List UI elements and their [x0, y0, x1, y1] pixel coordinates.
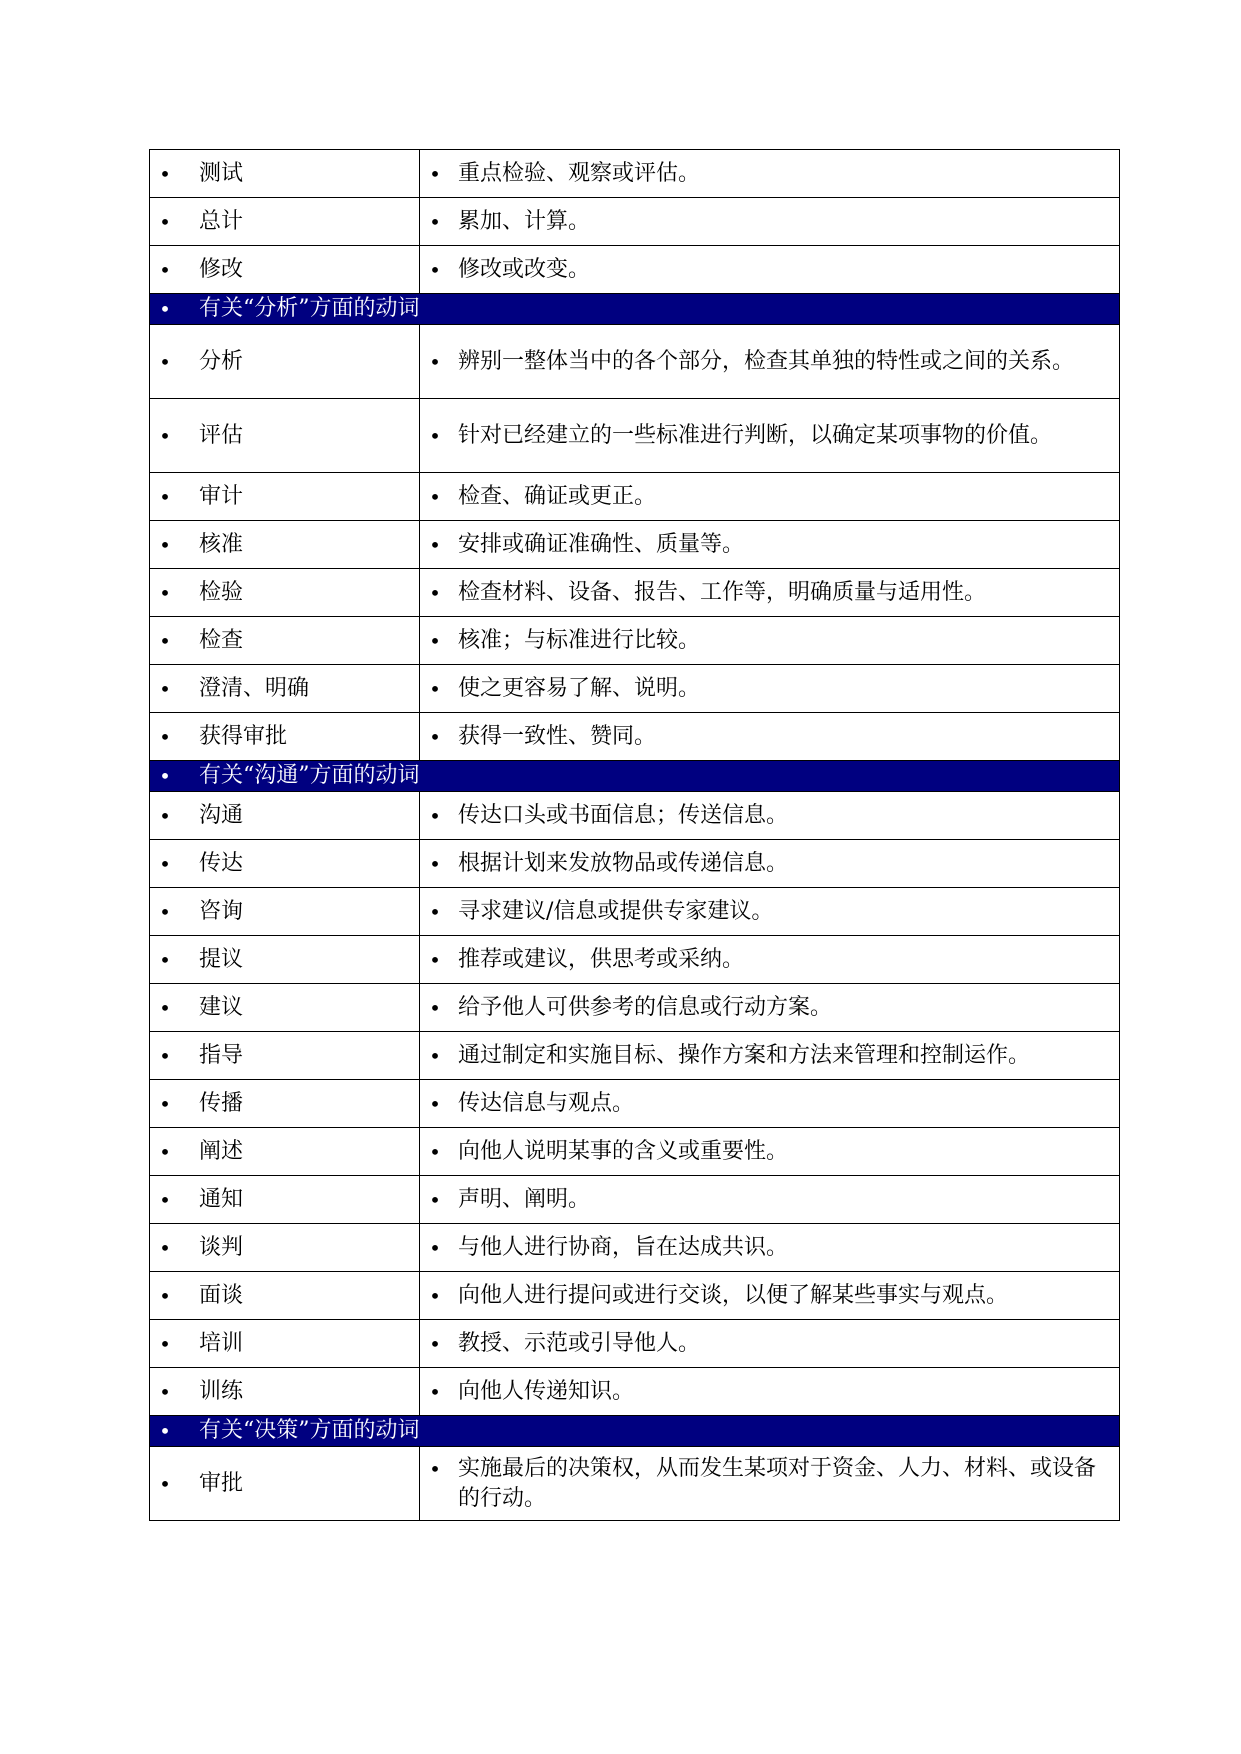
table-row	[150, 713, 1120, 761]
verb-definition: 使之更容易了解、说明。	[458, 675, 701, 701]
verb-term: 训练	[199, 1378, 244, 1404]
term-cell	[150, 198, 420, 246]
definition-cell	[420, 1447, 1120, 1521]
bullet-icon: •	[159, 1187, 171, 1212]
section-header-row	[150, 294, 1120, 325]
bullet-icon: •	[429, 532, 441, 557]
table-row	[150, 473, 1120, 521]
verb-term: 检验	[199, 579, 244, 605]
bullet-icon: •	[159, 899, 171, 924]
term-cell	[150, 840, 420, 888]
table-row	[150, 1128, 1120, 1176]
definition-cell	[420, 1176, 1120, 1224]
table-row	[150, 1368, 1120, 1416]
verb-term: 分析	[199, 348, 244, 374]
section-header-row	[150, 1416, 1120, 1447]
table-row	[150, 246, 1120, 294]
verb-definition-table	[149, 149, 1120, 1521]
definition-cell	[420, 617, 1120, 665]
verb-term: 获得审批	[199, 723, 288, 749]
bullet-icon: •	[429, 899, 441, 924]
table-row	[150, 569, 1120, 617]
section-header-cell	[150, 294, 1120, 325]
bullet-icon: •	[429, 947, 441, 972]
bullet-icon: •	[429, 851, 441, 876]
verb-definition: 声明、阐明。	[458, 1186, 591, 1212]
verb-definition: 实施最后的决策权，从而发生某项对于资金、人力、材料、或设备的行动。	[458, 1455, 1097, 1511]
bullet-icon: •	[159, 484, 171, 509]
term-cell	[150, 792, 420, 840]
table-row	[150, 521, 1120, 569]
bullet-icon: •	[159, 423, 171, 448]
section-header-cell	[150, 1416, 1120, 1447]
bullet-icon: •	[159, 803, 171, 828]
term-cell	[150, 1032, 420, 1080]
definition-cell	[420, 399, 1120, 473]
table-row	[150, 1272, 1120, 1320]
definition-cell	[420, 325, 1120, 399]
term-cell	[150, 246, 420, 294]
bullet-icon: •	[429, 1139, 441, 1164]
verb-definition: 向他人说明某事的含义或重要性。	[458, 1138, 789, 1164]
verb-term: 修改	[199, 256, 244, 282]
bullet-icon: •	[159, 209, 171, 234]
definition-cell	[420, 840, 1120, 888]
verb-term: 评估	[199, 422, 244, 448]
verb-term: 核准	[199, 531, 244, 557]
section-header	[150, 762, 1119, 790]
term-cell	[150, 1080, 420, 1128]
table-row	[150, 936, 1120, 984]
bullet-icon: •	[159, 1091, 171, 1116]
definition-cell	[420, 1080, 1120, 1128]
term-cell	[150, 1447, 420, 1521]
term-cell	[150, 325, 420, 399]
section-title: 有关“沟通”方面的动词	[199, 763, 420, 788]
verb-definition: 安排或确证准确性、质量等。	[458, 531, 745, 557]
table-row	[150, 617, 1120, 665]
term-cell	[150, 1176, 420, 1224]
term-cell	[150, 150, 420, 198]
bullet-icon: •	[429, 209, 441, 234]
bullet-icon: •	[159, 349, 171, 374]
bullet-icon: •	[159, 532, 171, 557]
verb-term: 审计	[199, 483, 244, 509]
definition-cell	[420, 569, 1120, 617]
bullet-icon: •	[429, 484, 441, 509]
verb-term: 测试	[199, 160, 244, 186]
verb-term: 传播	[199, 1090, 244, 1116]
section-header	[150, 1417, 1119, 1445]
term-cell	[150, 713, 420, 761]
verb-definition: 给予他人可供参考的信息或行动方案。	[458, 994, 833, 1020]
definition-cell	[420, 1032, 1120, 1080]
definition-cell	[420, 473, 1120, 521]
verb-table-body	[150, 150, 1120, 1521]
verb-term: 澄清、明确	[199, 675, 310, 701]
bullet-icon: •	[429, 628, 441, 653]
definition-cell	[420, 984, 1120, 1032]
bullet-icon: •	[429, 1091, 441, 1116]
verb-definition: 通过制定和实施目标、操作方案和方法来管理和控制运作。	[458, 1042, 1031, 1068]
table-row	[150, 1224, 1120, 1272]
verb-definition: 教授、示范或引导他人。	[458, 1330, 701, 1356]
verb-term: 总计	[199, 208, 244, 234]
verb-definition: 修改或改变。	[458, 256, 591, 282]
verb-definition: 辨别一整体当中的各个部分，检查其单独的特性或之间的关系。	[458, 348, 1075, 374]
verb-term: 面谈	[199, 1282, 244, 1308]
definition-cell	[420, 713, 1120, 761]
verb-term: 沟通	[199, 802, 244, 828]
table-row	[150, 984, 1120, 1032]
bullet-icon: •	[159, 628, 171, 653]
definition-cell	[420, 888, 1120, 936]
definition-cell	[420, 792, 1120, 840]
bullet-icon: •	[159, 1043, 171, 1068]
bullet-icon: •	[429, 257, 441, 282]
verb-definition: 针对已经建立的一些标准进行判断，以确定某项事物的价值。	[458, 422, 1053, 448]
bullet-icon: •	[159, 676, 171, 701]
verb-definition: 获得一致性、赞同。	[458, 723, 657, 749]
verb-definition: 核准；与标准进行比较。	[458, 627, 701, 653]
verb-definition: 检查、确证或更正。	[458, 483, 657, 509]
bullet-icon: •	[429, 803, 441, 828]
term-cell	[150, 473, 420, 521]
table-row	[150, 198, 1120, 246]
definition-cell	[420, 521, 1120, 569]
definition-cell	[420, 936, 1120, 984]
table-row	[150, 325, 1120, 399]
definition-cell	[420, 1368, 1120, 1416]
bullet-icon: •	[429, 1331, 441, 1356]
definition-cell	[420, 246, 1120, 294]
table-row	[150, 1080, 1120, 1128]
definition-cell	[420, 1320, 1120, 1368]
verb-definition: 累加、计算。	[458, 208, 591, 234]
bullet-icon: •	[429, 423, 441, 448]
bullet-icon: •	[159, 1471, 171, 1496]
bullet-icon: •	[429, 1235, 441, 1260]
term-cell	[150, 399, 420, 473]
definition-cell	[420, 198, 1120, 246]
term-cell	[150, 1224, 420, 1272]
verb-term: 指导	[199, 1042, 244, 1068]
bullet-icon: •	[429, 1456, 441, 1481]
verb-definition: 推荐或建议，供思考或采纳。	[458, 946, 745, 972]
table-row	[150, 1032, 1120, 1080]
table-row	[150, 792, 1120, 840]
bullet-icon: •	[429, 1283, 441, 1308]
bullet-icon: •	[429, 349, 441, 374]
bullet-icon: •	[159, 297, 171, 321]
definition-cell	[420, 665, 1120, 713]
definition-cell	[420, 1272, 1120, 1320]
table-row	[150, 150, 1120, 198]
term-cell	[150, 936, 420, 984]
verb-term: 提议	[199, 946, 244, 972]
section-title: 有关“决策”方面的动词	[199, 1418, 420, 1443]
bullet-icon: •	[159, 257, 171, 282]
table-row	[150, 399, 1120, 473]
section-header-row	[150, 761, 1120, 792]
section-header-cell	[150, 761, 1120, 792]
bullet-icon: •	[159, 851, 171, 876]
section-title: 有关“分析”方面的动词	[199, 296, 420, 321]
verb-term: 阐述	[199, 1138, 244, 1164]
bullet-icon: •	[159, 1379, 171, 1404]
bullet-icon: •	[159, 580, 171, 605]
term-cell	[150, 1128, 420, 1176]
bullet-icon: •	[159, 1235, 171, 1260]
bullet-icon: •	[159, 1331, 171, 1356]
table-row	[150, 1176, 1120, 1224]
term-cell	[150, 665, 420, 713]
table-row	[150, 888, 1120, 936]
verb-term: 审批	[199, 1470, 244, 1496]
bullet-icon: •	[159, 764, 171, 788]
term-cell	[150, 617, 420, 665]
bullet-icon: •	[429, 724, 441, 749]
section-header	[150, 295, 1119, 323]
verb-definition: 传达信息与观点。	[458, 1090, 635, 1116]
verb-definition: 向他人传递知识。	[458, 1378, 635, 1404]
verb-definition: 与他人进行协商，旨在达成共识。	[458, 1234, 789, 1260]
verb-term: 谈判	[199, 1234, 244, 1260]
term-cell	[150, 569, 420, 617]
verb-definition: 根据计划来发放物品或传递信息。	[458, 850, 789, 876]
bullet-icon: •	[159, 947, 171, 972]
term-cell	[150, 1320, 420, 1368]
verb-term: 建议	[199, 994, 244, 1020]
verb-definition: 向他人进行提问或进行交谈，以便了解某些事实与观点。	[458, 1282, 1009, 1308]
table-row	[150, 840, 1120, 888]
verb-definition: 检查材料、设备、报告、工作等，明确质量与适用性。	[458, 579, 987, 605]
table-row	[150, 1320, 1120, 1368]
definition-cell	[420, 150, 1120, 198]
bullet-icon: •	[429, 580, 441, 605]
verb-definition: 重点检验、观察或评估。	[458, 160, 701, 186]
definition-cell	[420, 1224, 1120, 1272]
bullet-icon: •	[159, 724, 171, 749]
table-row	[150, 1447, 1120, 1521]
bullet-icon: •	[429, 995, 441, 1020]
verb-definition: 传达口头或书面信息；传送信息。	[458, 802, 789, 828]
verb-term: 检查	[199, 627, 244, 653]
term-cell	[150, 521, 420, 569]
term-cell	[150, 888, 420, 936]
verb-definition: 寻求建议/信息或提供专家建议。	[458, 898, 774, 924]
table-row	[150, 665, 1120, 713]
bullet-icon: •	[429, 1187, 441, 1212]
bullet-icon: •	[159, 161, 171, 186]
bullet-icon: •	[159, 995, 171, 1020]
bullet-icon: •	[429, 676, 441, 701]
verb-term: 培训	[199, 1330, 244, 1356]
bullet-icon: •	[429, 1043, 441, 1068]
term-cell	[150, 1368, 420, 1416]
bullet-icon: •	[159, 1283, 171, 1308]
verb-term: 通知	[199, 1186, 244, 1212]
term-cell	[150, 1272, 420, 1320]
bullet-icon: •	[159, 1139, 171, 1164]
verb-term: 传达	[199, 850, 244, 876]
verb-term: 咨询	[199, 898, 244, 924]
term-cell	[150, 984, 420, 1032]
bullet-icon: •	[159, 1419, 171, 1443]
bullet-icon: •	[429, 161, 441, 186]
bullet-icon: •	[429, 1379, 441, 1404]
definition-cell	[420, 1128, 1120, 1176]
